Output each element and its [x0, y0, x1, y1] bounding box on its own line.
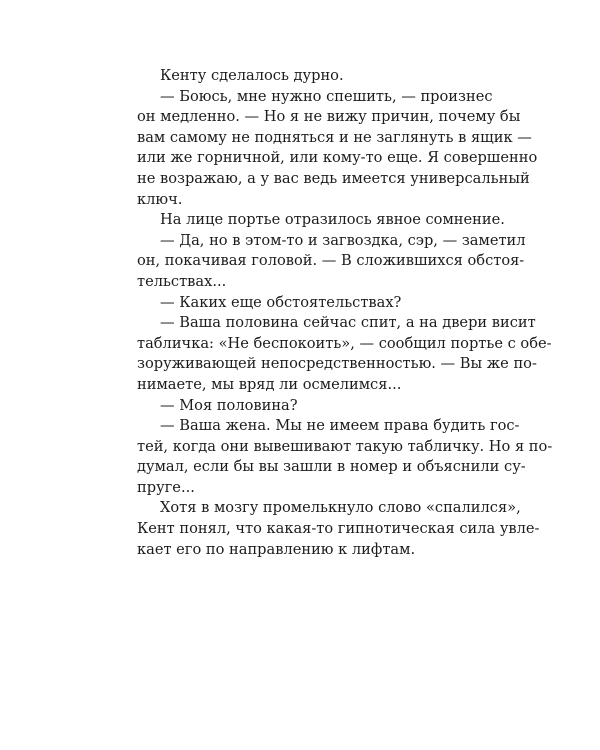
- text-line: тельствах...: [137, 272, 227, 290]
- text-line: зоруживающей непосредственностью. — Вы же по-: [137, 355, 537, 373]
- text-line: На лице портье отразилось явное сомнение.: [160, 211, 505, 229]
- text-line: — Каких еще обстоятельствах?: [160, 293, 402, 311]
- text-line: ключ.: [137, 190, 183, 208]
- text-line: Кенту сделалось дурно.: [160, 67, 344, 84]
- text-line: — Ваша половина сейчас спит, а на двери висит: [160, 314, 536, 332]
- text-line: — Моя половина?: [160, 396, 298, 414]
- text-line: тей, когда они вывешивают такую табличку. Но я по-: [137, 437, 553, 455]
- text-line: он, покачивая головой. — В сложившихся обстоя-: [137, 252, 525, 270]
- text-line: Хотя в мозгу промелькнуло слово «спалился»,: [160, 499, 521, 517]
- text-line: не возражаю, а у вас ведь имеется универсальный: [137, 169, 530, 187]
- text-line: или же горничной, или кому-то еще. Я совершенно: [137, 149, 538, 167]
- text-line: вам самому не подняться и не заглянуть в ящик —: [137, 128, 532, 146]
- text-line: — Боюсь, мне нужно спешить, — произнес: [160, 87, 493, 105]
- body-text: [137, 66, 553, 560]
- text-line: думал, если бы вы зашли в номер и объяснили су-: [137, 458, 526, 476]
- text-line: Кент понял, что какая-то гипнотическая сила увле-: [137, 520, 540, 538]
- text-line: нимаете, мы вряд ли осмелимся...: [137, 375, 402, 393]
- text-line: пруге...: [137, 478, 195, 496]
- text-line: он медленно. — Но я не вижу причин, почему бы: [137, 108, 521, 126]
- text-line: — Да, но в этом-то и загвоздка, сэр, — заметил: [160, 231, 526, 249]
- text-line: табличка: «Не беспокоить», — сообщил портье с обе-: [137, 334, 552, 352]
- text-line: — Ваша жена. Мы не имеем права будить гос-: [160, 417, 520, 435]
- text-line: кает его по направлению к лифтам.: [137, 540, 416, 558]
